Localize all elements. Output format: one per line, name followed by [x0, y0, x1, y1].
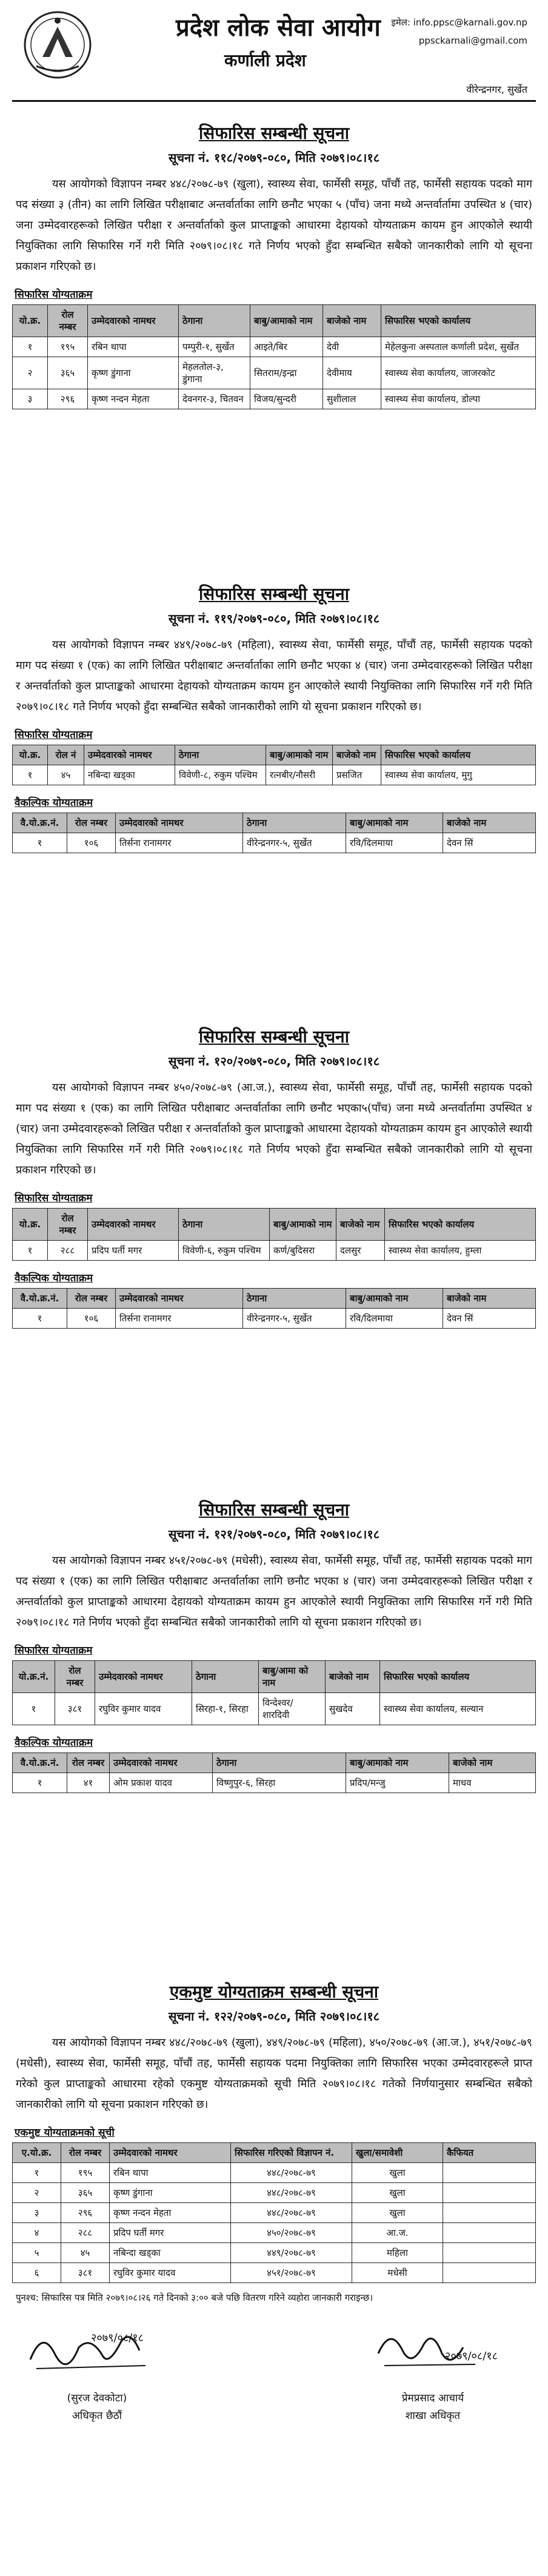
col-header: बाजेको नाम — [323, 305, 381, 337]
contact-block — [391, 13, 527, 50]
col-header: ठेगाना — [179, 1209, 270, 1241]
table-cell: १९५ — [48, 337, 88, 357]
table-cell: १०६ — [67, 1309, 116, 1329]
table-row — [13, 389, 536, 409]
table-cell: नबिन्दा खड्का — [84, 765, 175, 785]
col-header: वै.यो.क्र.नं. — [13, 813, 67, 833]
alternate-heading: वैकल्पिक योग्यताक्रम — [15, 1272, 93, 1284]
email-2[interactable]: ppsckarnali@gmail.com — [418, 35, 527, 46]
recommendation-heading: सिफारिस योग्यताक्रम — [15, 729, 93, 741]
table-cell: कृष्ण नन्दन मेहता — [88, 389, 179, 409]
table-row — [13, 2203, 536, 2223]
col-header: बाबु/आमाको नाम — [346, 813, 443, 833]
col-header: उम्मेदवारको नामथर — [95, 1661, 192, 1693]
table-cell: खुला — [352, 2203, 443, 2223]
table-cell: प्रदिप घर्ती मगर — [110, 2223, 231, 2243]
col-header: ठेगाना — [175, 745, 266, 765]
col-header: वै.यो.क्र.नं. — [13, 1753, 67, 1773]
table-cell: खुला — [352, 2163, 443, 2183]
table-cell: १ — [13, 1773, 67, 1793]
right-sig-date: २०७९/०८/१८ — [445, 2350, 498, 2363]
col-header: उम्मेदवारको नामथर — [116, 813, 243, 833]
table-cell: विष्णुपुर-६, सिरहा — [213, 1773, 346, 1793]
table-cell: ४१ — [67, 1773, 110, 1793]
col-header: ए.यो.क्र. — [13, 2143, 61, 2163]
table-cell: ४४८/२०७८-७९ — [231, 2183, 352, 2203]
notice-number: सूचना नं. ११९/२०७९-०८०, मिति २०७९।०८।१८ — [168, 611, 380, 626]
table-cell: २ — [13, 357, 48, 389]
table-cell: दलसुर — [336, 1241, 385, 1261]
table-cell: विवेणी-८, रुकुम पश्चिम — [175, 765, 266, 785]
email-1[interactable]: info.ppsc@karnali.gov.np — [413, 17, 527, 28]
table-row — [13, 1773, 536, 1793]
email-line-2 — [391, 32, 527, 50]
table-row — [13, 765, 536, 785]
table-cell: १ — [13, 1241, 48, 1261]
col-header: उम्मेदवारको नामथर — [110, 2143, 231, 2163]
table-cell: ५ — [13, 2243, 61, 2263]
address: वीरेन्द्रनगर, सुर्खेत — [466, 84, 527, 95]
recommendation-heading: सिफारिस योग्यताक्रम — [15, 1645, 93, 1657]
table-cell: १ — [13, 765, 48, 785]
signature-scribble-icon — [354, 2317, 512, 2384]
col-header: ठेगाना — [213, 1753, 346, 1773]
col-header: रोल नम्बर — [48, 305, 88, 337]
table-cell: माधव — [449, 1773, 536, 1793]
table-cell: ३ — [13, 389, 48, 409]
notice-title: सिफारिस सम्बन्धी सूचना — [199, 584, 349, 604]
org-subtitle: कर्णाली प्रदेश — [224, 50, 306, 70]
table-cell: मेहलतोल-३, डुंगाना — [179, 357, 250, 389]
table-cell: ४४९/२०७८-७९ — [231, 2243, 352, 2263]
org-title: प्रदेश लोक सेवा आयोग — [176, 14, 381, 42]
table-cell: ४५१/२०७८-७९ — [231, 2263, 352, 2283]
table-cell: कृष्ण डुंगाना — [88, 357, 179, 389]
table-cell: रवि/दिलमाया — [346, 1309, 443, 1329]
table-cell: स्वास्थ्य सेवा कार्यालय, सल्यान — [380, 1693, 536, 1725]
notice-2 — [12, 582, 536, 853]
notice-paragraph: यस आयोगको विज्ञापन नम्बर ४५१/२०७८-७९ (मधेसी), स्वास्थ्य सेवा, फार्मेसी समूह, पाँचौं तह, फार्मेसी सहायक पदको माग पद संख्या १ (एक) का लागि लिखित परीक्षाबाट अन्तर्वार्ताका लागि छनौट भएका ४ (चार) जना उम्मेदवारहरूको लिखित परीक्षा र अन्तर्वार्ताको कुल प्राप्ताङ्कको आधारमा देहायको योग्यताक्रम कायम हुन आएकोले स्थायी नियुक्तिका लागि सिफारिस गर्ने गरी मिति २०७९।०८।१८ गते निर्णय भएको हुँदा सम्बन्धित सबैको जानकारीको लागि यो सूचना प्रकाशन गरिएको छ। — [16, 1554, 532, 1629]
col-header: बाजेको नाम — [443, 813, 536, 833]
email-line-1 — [391, 13, 527, 32]
table-row — [13, 1309, 536, 1329]
table-row — [13, 2183, 536, 2203]
col-header: उम्मेदवारको नामथर — [116, 1289, 243, 1309]
table-cell: देवी — [323, 337, 381, 357]
col-header: रोल नम्बर — [55, 1661, 95, 1693]
table-cell: महिला — [352, 2243, 443, 2263]
col-header: यो.क्र. — [13, 745, 48, 765]
notice-title: एकमुष्ट योग्यताक्रम सम्बन्धी सूचना — [169, 1982, 379, 2002]
col-header: सिफारिस भएको कार्यालय — [385, 1209, 536, 1241]
table-row — [13, 2163, 536, 2183]
col-header: उम्मेदवारको नामथर — [88, 1209, 179, 1241]
table-cell: कर्ण/बुदिसरा — [270, 1241, 336, 1261]
notice-5 — [12, 1980, 536, 2438]
table-cell: स्वास्थ्य सेवा कार्यालय, जाजरकोट — [381, 357, 536, 389]
notice-number: सूचना नं. ११८/२०७९-०८०, मिति २०७९।०८।१८ — [168, 150, 380, 165]
table-cell: १ — [13, 337, 48, 357]
col-header: ठेगाना — [243, 1289, 346, 1309]
col-header: बाजेको नाम — [449, 1753, 536, 1773]
table-cell: आइते/बिर — [250, 337, 323, 357]
col-header: ठेगाना — [179, 305, 250, 337]
table-cell: ३ — [13, 2203, 61, 2223]
table-cell: कृष्ण डुंगाना — [110, 2183, 231, 2203]
table-row — [13, 1241, 536, 1261]
col-header: उम्मेदवारको नामथर — [84, 745, 175, 765]
table-cell: १ — [13, 833, 67, 853]
table-cell: मेहेलकुना अस्पताल कर्णाली प्रदेश, सुर्खेत — [381, 337, 536, 357]
col-header: बाजेको नाम — [443, 1289, 536, 1309]
alternate-table — [12, 813, 536, 853]
table-cell: पम्पुरी-१, सुर्खेत — [179, 337, 250, 357]
left-signatory-name: (सुरज देवकोटा) — [67, 2392, 127, 2404]
signature-scribble-icon — [18, 2317, 176, 2384]
table-cell: कृष्ण नन्दन मेहता — [110, 2203, 231, 2223]
table-cell: तिर्सना रानामगर — [116, 1309, 243, 1329]
recommendation-heading: सिफारिस योग्यताक्रम — [15, 1192, 93, 1204]
col-header: बाजेको नाम — [333, 745, 381, 765]
right-signatory-name: प्रेमप्रसाद आचार्य — [401, 2392, 464, 2404]
table-cell — [443, 2263, 536, 2283]
col-header: बाबु/आमा को नाम — [259, 1661, 326, 1693]
col-header: ठेगाना — [192, 1661, 259, 1693]
notice-number: सूचना नं. १२१/२०७९-०८०, मिति २०७९।०८।१८ — [168, 1527, 380, 1541]
col-header: बाबु/आमाको नाम — [346, 1753, 449, 1773]
table-cell: प्रदिप/मन्जु — [346, 1773, 449, 1793]
alternate-heading: वैकल्पिक योग्यताक्रम — [15, 1737, 93, 1749]
col-header: यो.क्र.नं. — [13, 1661, 55, 1693]
col-header: सिफारिस भएको कार्यालय — [381, 745, 536, 765]
alternate-heading: वैकल्पिक योग्यताक्रम — [15, 797, 93, 809]
col-header: सिफारिस भएको कार्यालय — [380, 1661, 536, 1693]
table-cell: विवेणी-६, रुकुम पश्चिम — [179, 1241, 270, 1261]
table-cell: देवीमाय — [323, 357, 381, 389]
table-cell: रघुविर कुमार यादव — [95, 1693, 192, 1725]
notice-title: सिफारिस सम्बन्धी सूचना — [199, 1500, 349, 1520]
table-row — [13, 2243, 536, 2263]
table-cell: रघुविर कुमार यादव — [110, 2263, 231, 2283]
signature-right — [354, 2317, 512, 2422]
col-header: यो.क्र. — [13, 1209, 48, 1241]
table-cell: १ — [13, 2163, 61, 2183]
table-cell: खुला — [352, 2183, 443, 2203]
table-cell: ओम प्रकाश यादव — [110, 1773, 213, 1793]
table-cell: सिरहा-१, सिरहा — [192, 1693, 259, 1725]
table-cell: सुशीलाल — [323, 389, 381, 409]
col-header: उम्मेदवारको नामथर — [110, 1753, 213, 1773]
notice-number: सूचना नं. १२०/२०७९-०८०, मिति २०७९।०८।१८ — [168, 1054, 380, 1068]
col-header: रोल नम्बर — [67, 1753, 110, 1773]
table-cell: प्रसजित — [333, 765, 381, 785]
left-signatory-role: अधिकृत छैठौं — [72, 2410, 122, 2422]
table-cell: तिर्सना रानामगर — [116, 833, 243, 853]
notice-paragraph: यस आयोगको विज्ञापन नम्बर ४५०/२०७८-७९ (आ.ज.), स्वास्थ्य सेवा, फार्मेसी समूह, पाँचौं तह, फार्मेसी सहायक पदको माग पद संख्या १ (एक) का लागि लिखित परीक्षाबाट अन्तर्वार्ताका लागि छनौट भएका५(पाँच) जना मध्ये अन्तर्वार्तामा उपस्थित ४ (चार) जना उम्मेदवारहरूको लिखित परीक्षा र अन्तर्वार्ताको कुल प्राप्ताङ्कको आधारमा देहायको योग्यताक्रम कायम हुन आएकोले स्थायी नियुक्तिका लागि सिफारिस गर्ने गरी मिति २०७९।०८।१८ गते निर्णय भएको हुँदा सम्बन्धित सबैको जानकारीको लागि यो सूचना प्रकाशन गरिएको छ। — [16, 1081, 532, 1176]
table-cell: प्रदिप घर्ती मगर — [88, 1241, 179, 1261]
notice-title: सिफारिस सम्बन्धी सूचना — [199, 1027, 349, 1047]
email-label: इमेल: — [391, 17, 410, 28]
table-cell: सितराम/इन्द्रा — [250, 357, 323, 389]
table-cell: ६ — [13, 2263, 61, 2283]
table-cell — [443, 2163, 536, 2183]
recommendation-table — [12, 304, 536, 409]
table-cell: देवनगर-३, चितवन — [179, 389, 250, 409]
merit-list-heading: एकमुष्ट योग्यताक्रमको सूची — [15, 2127, 115, 2139]
table-cell: १०६ — [67, 833, 116, 853]
col-header: सिफारिस भएको कार्यालय — [381, 305, 536, 337]
table-cell: ३८१ — [61, 2263, 110, 2283]
notice-paragraph: यस आयोगको विज्ञापन नम्बर ४४८/२०७८-७९ (खुला), स्वास्थ्य सेवा, फार्मेसी समूह, पाँचौं तह, फार्मेसी सहायक पदको माग पद संख्या ३ (तीन) का लागि लिखित परीक्षाबाट अन्तर्वार्ताका लागि छनौट भएका ५ (पाँच) जना मध्ये अन्तर्वार्तामा उपस्थित ४ (चार) जना उम्मेदवारहरूको लिखित परीक्षा र अन्तर्वार्ताको कुल प्राप्ताङ्कको आधारमा देहायको योग्यताक्रम कायम हुन आएकोले स्थायी नियुक्तिका लागि सिफारिस गर्ने गरी मिति २०७९।०८।१८ गते निर्णय भएको हुँदा सम्बन्धित सबैको जानकारीको लागि यो सूचना प्रकाशन गरिएको छ। — [16, 178, 532, 273]
table-cell: १९५ — [61, 2163, 110, 2183]
table-cell: स्वास्थ्य सेवा कार्यालय, मुगु — [381, 765, 536, 785]
table-cell: ३६५ — [61, 2183, 110, 2203]
col-header: रोल नम्बर — [67, 813, 116, 833]
notice-4 — [12, 1498, 536, 1793]
table-cell — [443, 2223, 536, 2243]
table-cell: देवन सिं — [443, 833, 536, 853]
col-header: खुला/समावेशी — [352, 2143, 443, 2163]
col-header: रोल नं — [48, 745, 84, 765]
col-header: रोल नम्बर — [61, 2143, 110, 2163]
signature-left — [18, 2317, 176, 2422]
table-cell: २९६ — [61, 2203, 110, 2223]
table-cell: रबिन थापा — [110, 2163, 231, 2183]
notice-1 — [12, 121, 536, 409]
table-cell: ४५०/२०७८-७९ — [231, 2223, 352, 2243]
table-row — [13, 833, 536, 853]
table-cell: ४५ — [48, 765, 84, 785]
col-header: रोल नम्बर — [67, 1289, 116, 1309]
alternate-table — [12, 1288, 536, 1329]
col-header: बाजेको नाम — [336, 1209, 385, 1241]
nepal-emblem-icon — [18, 8, 97, 81]
notice-paragraph: यस आयोगको विज्ञापन नम्बर ४४८/२०७८-७९ (खुला), ४४९/२०७८-७९ (महिला), ४५०/२०७८-७९ (आ.ज.), ४५१/२०७८-७९ (मधेसी), स्वास्थ्य सेवा, फार्मेसी समूह, पाँचौं तह, फार्मेसी सहायक पदमा नियुक्तिका लागि सिफारिस भएका उम्मेदवारहरूले प्राप्त गरेको कुल प्राप्ताङ्कको आधारमा रहेको एकमुष्ट योग्यताक्रमको सूची मिति २०७९।०८।१८ गतेको निर्णयानुसार सम्बन्धित सबैको जानकारीको लागि यो सूचना प्रकाशन गरिएको छ। — [16, 2036, 532, 2111]
col-header: यो.क्र. — [13, 305, 48, 337]
col-header: बाबु/आमाको नाम — [270, 1209, 336, 1241]
notice-paragraph: यस आयोगको विज्ञापन नम्बर ४४९/२०७८-७९ (महिला), स्वास्थ्य सेवा, फार्मेसी समूह, पाँचौं तह, फार्मेसी सहायक पदको माग पद संख्या १ (एक) का लागि लिखित परीक्षाबाट अन्तर्वार्ताका लागि छनौट भएका ४ (चार) जना उम्मेदवारहरूको लिखित परीक्षा र अन्तर्वार्ताको कुल प्राप्ताङ्कको आधारमा देहायको योग्यताक्रम कायम हुन आएकोले स्थायी नियुक्तिका लागि सिफारिस गर्ने गरी मिति २०७९।०८।१८ गते निर्णय भएको हुँदा सम्बन्धित सबैको जानकारीको लागि यो सूचना प्रकाशन गरिएको छ। — [16, 639, 532, 713]
table-cell: नबिन्दा खड्का — [110, 2243, 231, 2263]
table-cell: विन्देश्वर/ शारदिवी — [259, 1693, 326, 1725]
table-row — [13, 1693, 536, 1725]
table-cell: १ — [13, 1309, 67, 1329]
col-header: उम्मेदवारको नामथर — [88, 305, 179, 337]
table-cell: वीरेन्द्रनगर-५, सुर्खेत — [243, 833, 346, 853]
table-row — [13, 337, 536, 357]
table-cell: ४४८/२०७८-७९ — [231, 2203, 352, 2223]
table-cell: ४५ — [61, 2243, 110, 2263]
recommendation-table — [12, 1208, 536, 1261]
table-cell: १ — [13, 1693, 55, 1725]
col-header: बाजेको नाम — [326, 1661, 380, 1693]
table-cell: वीरेन्द्रनगर-५, सुर्खेत — [243, 1309, 346, 1329]
table-cell — [443, 2243, 536, 2263]
postscript-note: पुनश्च: सिफारिस पत्र मिति २०७९।०८।२६ गते दिनको ३:०० बजे पछि वितरण गरिने व्यहोरा जानकारी गराइन्छ। — [16, 2292, 373, 2303]
table-cell: रवि/दिलमाया — [346, 833, 443, 853]
merit-list-table — [12, 2142, 536, 2283]
notice-3 — [12, 1025, 536, 1329]
table-cell: विजय/सुन्दरी — [250, 389, 323, 409]
left-sig-date: २०७९/०८/१८ — [91, 2332, 144, 2344]
table-cell: ३६५ — [48, 357, 88, 389]
table-cell: रत्नबीर/नौसरी — [266, 765, 333, 785]
table-cell: ४ — [13, 2223, 61, 2243]
recommendation-table — [12, 1660, 536, 1725]
table-cell: रबिन थापा — [88, 337, 179, 357]
recommendation-heading: सिफारिस योग्यताक्रम — [15, 289, 93, 301]
table-cell — [443, 2203, 536, 2223]
notice-number: सूचना नं. १२२/२०७९-०८०, मिति २०७९।०८।१८ — [168, 2009, 380, 2024]
table-cell: मधेसी — [352, 2263, 443, 2283]
table-cell: २८८ — [48, 1241, 88, 1261]
table-cell: ४४८/२०७८-७९ — [231, 2163, 352, 2183]
table-cell: सुखदेव — [326, 1693, 380, 1725]
table-row — [13, 2263, 536, 2283]
table-cell: देवन सिं — [443, 1309, 536, 1329]
table-cell: स्वास्थ्य सेवा कार्यालय, हुम्ला — [385, 1241, 536, 1261]
signature-block — [12, 2317, 536, 2438]
col-header: सिफारिस गरिएको विज्ञापन नं. — [231, 2143, 352, 2163]
table-cell: स्वास्थ्य सेवा कार्यालय, डोल्पा — [381, 389, 536, 409]
letterhead — [12, 5, 536, 102]
col-header: बाबु/आमाको नाम — [250, 305, 323, 337]
col-header: वै.यो.क्र.नं. — [13, 1289, 67, 1309]
table-cell: २८८ — [61, 2223, 110, 2243]
right-signatory-role: शाखा अधिकृत — [405, 2410, 461, 2422]
table-cell: ३८१ — [55, 1693, 95, 1725]
table-row — [13, 357, 536, 389]
table-cell — [443, 2183, 536, 2203]
col-header: ठेगाना — [243, 813, 346, 833]
table-cell: आ.ज. — [352, 2223, 443, 2243]
alternate-table — [12, 1753, 536, 1793]
table-cell: २ — [13, 2183, 61, 2203]
table-cell: २९६ — [48, 389, 88, 409]
table-row — [13, 2223, 536, 2243]
col-header: बाबु/आमाको नाम — [266, 745, 333, 765]
col-header: कैफियत — [443, 2143, 536, 2163]
recommendation-table — [12, 745, 536, 785]
col-header: रोल नम्बर — [48, 1209, 88, 1241]
notice-title: सिफारिस सम्बन्धी सूचना — [199, 123, 349, 143]
col-header: बाबु/आमाको नाम — [346, 1289, 443, 1309]
